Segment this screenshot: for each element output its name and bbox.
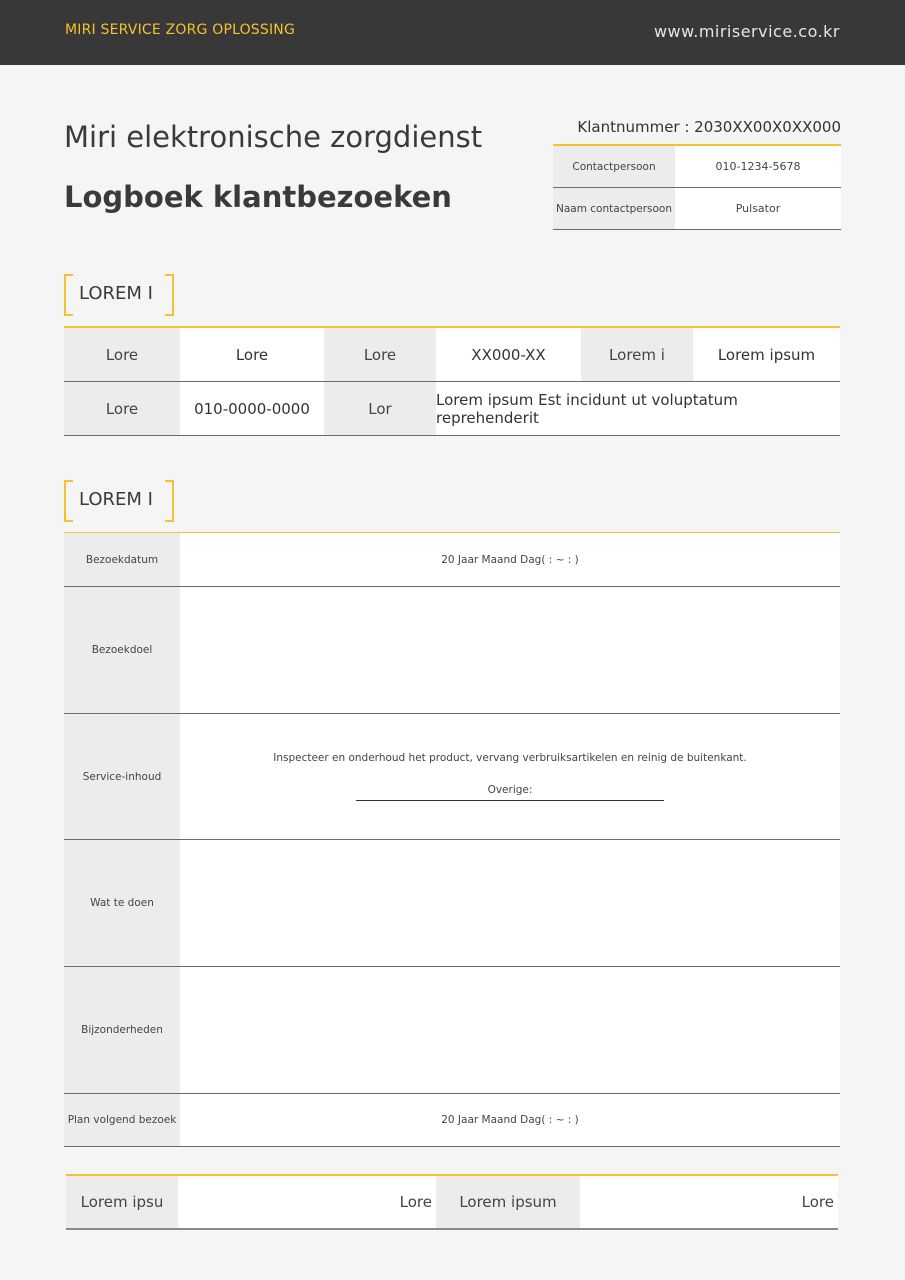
table-row: [64, 840, 840, 967]
table-row: [64, 533, 840, 587]
remarks-label: Bijzonderheden: [64, 967, 180, 1093]
website-link[interactable]: www.miriservice.co.kr: [653, 22, 840, 41]
document-subtitle: Logboek klantbezoeken: [64, 180, 452, 214]
visit-log-table: [64, 532, 840, 1147]
section-title-2: LOREM I: [64, 480, 174, 518]
visit-date-label: Bezoekdatum: [64, 533, 180, 586]
table-cell[interactable]: Lore: [178, 1176, 436, 1228]
next-visit-label: Plan volgend bezoek: [64, 1094, 180, 1146]
table-cell[interactable]: Lore: [180, 328, 324, 381]
table-cell[interactable]: 010-0000-0000: [180, 382, 324, 435]
contact-value[interactable]: 010-1234-5678: [675, 146, 841, 187]
service-content-text: Inspecteer en onderhoud het product, vervang verbruiksartikelen en reinig de buitenkant.: [273, 752, 747, 764]
top-bar: [0, 0, 905, 65]
document-title: Miri elektronische zorgdienst: [64, 120, 483, 154]
remarks-field[interactable]: [180, 967, 840, 1093]
table-row: [66, 1176, 838, 1230]
table-label: Lore: [324, 328, 436, 381]
table-label: Lore: [64, 382, 180, 435]
table-label: Lor: [324, 382, 436, 435]
client-info-row: [553, 146, 841, 188]
table-label: Lorem ipsu: [66, 1176, 178, 1228]
table-row: [64, 382, 840, 436]
service-content-field[interactable]: [180, 714, 840, 839]
todo-field[interactable]: [180, 840, 840, 966]
next-visit-value[interactable]: 20 Jaar Maand Dag( : ~ : ): [180, 1094, 840, 1146]
visit-purpose-field[interactable]: [180, 587, 840, 713]
table-row: [64, 1094, 840, 1147]
client-info-row: [553, 188, 841, 230]
table-row: [64, 714, 840, 840]
contact-name-value[interactable]: Pulsator: [675, 188, 841, 229]
service-content-label: Service-inhoud: [64, 714, 180, 839]
contact-name-label: Naam contactpersoon: [553, 188, 675, 229]
brand-name: MIRI SERVICE ZORG OPLOSSING: [65, 22, 296, 38]
contact-label: Contactpersoon: [553, 146, 675, 187]
table-row: [64, 967, 840, 1094]
table-label: Lore: [64, 328, 180, 381]
footer-table: [66, 1174, 838, 1230]
client-info-table: [553, 144, 841, 230]
todo-label: Wat te doen: [64, 840, 180, 966]
table-cell[interactable]: Lore: [580, 1176, 838, 1228]
table-cell[interactable]: Lorem ipsum Est incidunt ut voluptatum reprehenderit: [436, 382, 840, 435]
client-number: Klantnummer : 2030XX00X0XX000: [577, 118, 841, 136]
table-row: [64, 587, 840, 714]
visit-date-value[interactable]: 20 Jaar Maand Dag( : ~ : ): [180, 533, 840, 586]
table-cell[interactable]: Lorem ipsum: [693, 328, 840, 381]
table-label: Lorem ipsum: [436, 1176, 580, 1228]
table-row: [64, 328, 840, 382]
section1-table: [64, 326, 840, 436]
table-cell[interactable]: XX000-XX: [436, 328, 581, 381]
other-field[interactable]: Overige:: [356, 784, 664, 801]
visit-purpose-label: Bezoekdoel: [64, 587, 180, 713]
table-label: Lorem i: [581, 328, 693, 381]
section-title-1: LOREM I: [64, 274, 174, 312]
